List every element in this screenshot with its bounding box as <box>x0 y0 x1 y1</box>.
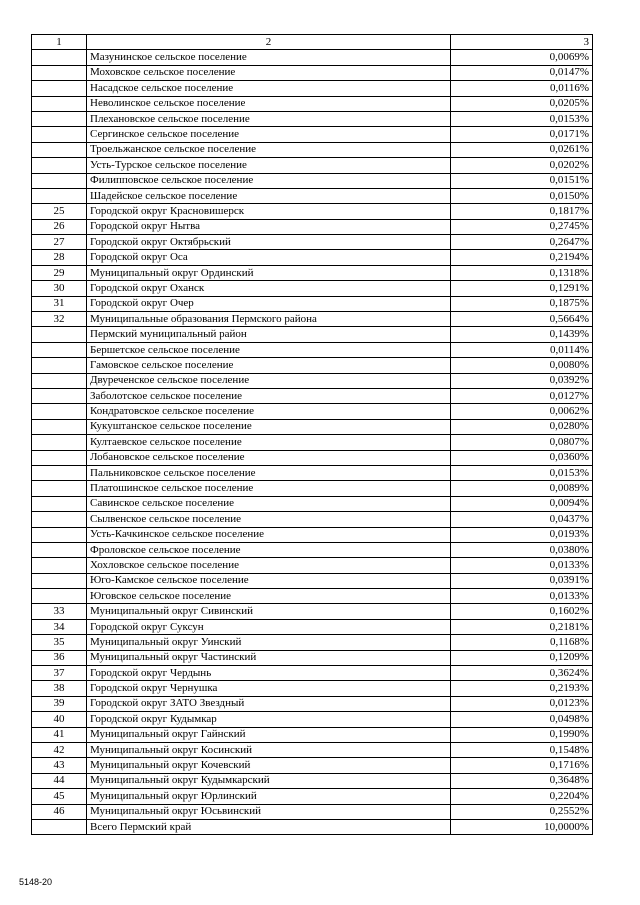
row-number-cell: 37 <box>32 666 87 681</box>
municipality-name-cell: Гамовское сельское поселение <box>87 358 451 373</box>
table-row <box>32 589 593 604</box>
row-number-cell <box>32 388 87 403</box>
share-value-cell: 0,0133% <box>451 589 593 604</box>
table-row <box>32 558 593 573</box>
share-value-cell: 0,0153% <box>451 111 593 126</box>
table-row <box>32 496 593 511</box>
row-number-cell: 31 <box>32 296 87 311</box>
row-number-cell <box>32 50 87 65</box>
table-row <box>32 712 593 727</box>
row-number-cell <box>32 358 87 373</box>
row-number-cell <box>32 527 87 542</box>
municipality-name-cell: Троельжанское сельское поселение <box>87 142 451 157</box>
table-header-row <box>32 35 593 50</box>
row-number-cell <box>32 142 87 157</box>
table-body <box>32 50 593 835</box>
share-value-cell: 0,0807% <box>451 435 593 450</box>
row-number-cell <box>32 558 87 573</box>
municipality-name-cell: Городской округ Нытва <box>87 219 451 234</box>
header-col-3: 3 <box>451 35 593 50</box>
table-row <box>32 604 593 619</box>
header-col-1: 1 <box>32 35 87 50</box>
share-value-cell: 0,0498% <box>451 712 593 727</box>
row-number-cell: 40 <box>32 712 87 727</box>
share-value-cell: 0,1548% <box>451 742 593 757</box>
row-number-cell <box>32 419 87 434</box>
row-number-cell: 30 <box>32 281 87 296</box>
share-value-cell: 0,0127% <box>451 388 593 403</box>
table-row <box>32 50 593 65</box>
table-row <box>32 666 593 681</box>
row-number-cell: 45 <box>32 789 87 804</box>
row-number-cell: 42 <box>32 742 87 757</box>
municipality-name-cell: Муниципальный округ Юсьвинский <box>87 804 451 819</box>
table-row <box>32 635 593 650</box>
row-number-cell <box>32 589 87 604</box>
row-number-cell <box>32 435 87 450</box>
municipality-name-cell: Юговское сельское поселение <box>87 589 451 604</box>
row-number-cell <box>32 373 87 388</box>
table-row <box>32 373 593 388</box>
municipality-name-cell: Муниципальный округ Уинский <box>87 635 451 650</box>
row-number-cell <box>32 111 87 126</box>
municipality-name-cell: Усть-Качкинское сельское поселение <box>87 527 451 542</box>
municipality-name-cell: Муниципальный округ Частинский <box>87 650 451 665</box>
table-row <box>32 327 593 342</box>
municipality-name-cell: Муниципальный округ Гайнский <box>87 727 451 742</box>
share-value-cell: 0,0089% <box>451 481 593 496</box>
share-value-cell: 0,1168% <box>451 635 593 650</box>
row-number-cell <box>32 127 87 142</box>
table-row <box>32 619 593 634</box>
share-value-cell: 0,0280% <box>451 419 593 434</box>
row-number-cell <box>32 404 87 419</box>
municipality-name-cell: Муниципальный округ Сивинский <box>87 604 451 619</box>
row-number-cell: 44 <box>32 773 87 788</box>
share-value-cell: 0,0437% <box>451 512 593 527</box>
municipality-name-cell: Кондратовское сельское поселение <box>87 404 451 419</box>
municipality-name-cell: Городской округ Кудымкар <box>87 712 451 727</box>
municipality-name-cell: Городской округ Оханск <box>87 281 451 296</box>
table-row <box>32 388 593 403</box>
row-number-cell <box>32 481 87 496</box>
municipality-name-cell: Култаевское сельское поселение <box>87 435 451 450</box>
table-row <box>32 142 593 157</box>
row-number-cell <box>32 512 87 527</box>
row-number-cell <box>32 158 87 173</box>
municipality-name-cell: Платошинское сельское поселение <box>87 481 451 496</box>
row-number-cell <box>32 819 87 834</box>
share-value-cell: 0,1209% <box>451 650 593 665</box>
municipality-name-cell: Городской округ Оса <box>87 250 451 265</box>
share-value-cell: 0,0193% <box>451 527 593 542</box>
share-value-cell: 0,0360% <box>451 450 593 465</box>
row-number-cell <box>32 96 87 111</box>
row-number-cell: 43 <box>32 758 87 773</box>
municipality-name-cell: Савинское сельское поселение <box>87 496 451 511</box>
municipality-name-cell: Городской округ ЗАТО Звездный <box>87 696 451 711</box>
municipality-name-cell: Муниципальные образования Пермского района <box>87 312 451 327</box>
row-number-cell: 28 <box>32 250 87 265</box>
table-row <box>32 296 593 311</box>
table-row <box>32 789 593 804</box>
share-value-cell: 0,0147% <box>451 65 593 80</box>
municipality-name-cell: Моховское сельское поселение <box>87 65 451 80</box>
share-value-cell: 0,2552% <box>451 804 593 819</box>
municipality-name-cell: Заболотское сельское поселение <box>87 388 451 403</box>
share-value-cell: 0,1291% <box>451 281 593 296</box>
table-row <box>32 127 593 142</box>
share-value-cell: 0,2193% <box>451 681 593 696</box>
municipality-name-cell: Фроловское сельское поселение <box>87 542 451 557</box>
row-number-cell: 41 <box>32 727 87 742</box>
municipality-name-cell: Городской округ Очер <box>87 296 451 311</box>
share-value-cell: 0,0069% <box>451 50 593 65</box>
municipality-name-cell: Городской округ Суксун <box>87 619 451 634</box>
share-value-cell: 0,0151% <box>451 173 593 188</box>
municipality-name-cell: Филипповское сельское поселение <box>87 173 451 188</box>
table-row <box>32 758 593 773</box>
share-value-cell: 0,1990% <box>451 727 593 742</box>
municipality-name-cell: Пальниковское сельское поселение <box>87 465 451 480</box>
table-row <box>32 188 593 203</box>
municipality-name-cell: Пермский муниципальный район <box>87 327 451 342</box>
municipality-name-cell: Хохловское сельское поселение <box>87 558 451 573</box>
table-row <box>32 235 593 250</box>
table-row <box>32 419 593 434</box>
row-number-cell <box>32 496 87 511</box>
table-row <box>32 204 593 219</box>
row-number-cell: 34 <box>32 619 87 634</box>
municipality-name-cell: Шадейское сельское поселение <box>87 188 451 203</box>
share-value-cell: 0,0392% <box>451 373 593 388</box>
share-value-cell: 0,0080% <box>451 358 593 373</box>
share-value-cell: 0,0114% <box>451 342 593 357</box>
share-value-cell: 0,2647% <box>451 235 593 250</box>
header-col-2: 2 <box>87 35 451 50</box>
municipality-name-cell: Муниципальный округ Кочевский <box>87 758 451 773</box>
share-value-cell: 0,0133% <box>451 558 593 573</box>
table-row <box>32 158 593 173</box>
municipality-name-cell: Плехановское сельское поселение <box>87 111 451 126</box>
table-row <box>32 219 593 234</box>
share-value-cell: 0,0116% <box>451 81 593 96</box>
row-number-cell <box>32 188 87 203</box>
table-row <box>32 573 593 588</box>
table-row <box>32 742 593 757</box>
share-value-cell: 0,1439% <box>451 327 593 342</box>
row-number-cell: 39 <box>32 696 87 711</box>
row-number-cell: 27 <box>32 235 87 250</box>
row-number-cell <box>32 342 87 357</box>
municipality-name-cell: Муниципальный округ Косинский <box>87 742 451 757</box>
table-row <box>32 96 593 111</box>
row-number-cell <box>32 327 87 342</box>
share-value-cell: 0,0094% <box>451 496 593 511</box>
row-number-cell: 38 <box>32 681 87 696</box>
municipality-name-cell: Мазунинское сельское поселение <box>87 50 451 65</box>
table-row <box>32 650 593 665</box>
share-value-cell: 0,0380% <box>451 542 593 557</box>
row-number-cell <box>32 465 87 480</box>
table-row <box>32 681 593 696</box>
municipality-name-cell: Неволинское сельское поселение <box>87 96 451 111</box>
row-number-cell <box>32 450 87 465</box>
share-value-cell: 0,2745% <box>451 219 593 234</box>
table-row <box>32 342 593 357</box>
municipality-name-cell: Городской округ Чердынь <box>87 666 451 681</box>
row-number-cell <box>32 65 87 80</box>
municipality-name-cell: Сылвенское сельское поселение <box>87 512 451 527</box>
table-row <box>32 81 593 96</box>
municipality-name-cell: Лобановское сельское поселение <box>87 450 451 465</box>
table-row <box>32 696 593 711</box>
municipality-name-cell: Усть-Турское сельское поселение <box>87 158 451 173</box>
row-number-cell: 33 <box>32 604 87 619</box>
share-value-cell: 0,1318% <box>451 265 593 280</box>
row-number-cell <box>32 81 87 96</box>
share-value-cell: 0,0123% <box>451 696 593 711</box>
share-value-cell: 0,0202% <box>451 158 593 173</box>
table-row <box>32 265 593 280</box>
row-number-cell: 36 <box>32 650 87 665</box>
table-row <box>32 819 593 834</box>
row-number-cell: 32 <box>32 312 87 327</box>
share-value-cell: 0,2194% <box>451 250 593 265</box>
table-row <box>32 404 593 419</box>
table-row <box>32 804 593 819</box>
share-value-cell: 0,2204% <box>451 789 593 804</box>
table-row <box>32 358 593 373</box>
row-number-cell <box>32 573 87 588</box>
row-number-cell: 25 <box>32 204 87 219</box>
row-number-cell <box>32 542 87 557</box>
share-value-cell: 0,2181% <box>451 619 593 634</box>
municipality-name-cell: Юго-Камское сельское поселение <box>87 573 451 588</box>
table-row <box>32 773 593 788</box>
table-row <box>32 542 593 557</box>
share-value-cell: 0,0062% <box>451 404 593 419</box>
municipality-name-cell: Муниципальный округ Ординский <box>87 265 451 280</box>
municipality-name-cell: Насадское сельское поселение <box>87 81 451 96</box>
row-number-cell: 26 <box>32 219 87 234</box>
table-row <box>32 250 593 265</box>
document-code: 5148-20 <box>19 877 53 887</box>
table-row <box>32 111 593 126</box>
table-row <box>32 481 593 496</box>
municipality-name-cell: Сергинское сельское поселение <box>87 127 451 142</box>
share-value-cell: 0,0205% <box>451 96 593 111</box>
share-value-cell: 10,0000% <box>451 819 593 834</box>
row-number-cell: 29 <box>32 265 87 280</box>
row-number-cell: 35 <box>32 635 87 650</box>
share-value-cell: 0,0150% <box>451 188 593 203</box>
table-row <box>32 173 593 188</box>
table-row <box>32 727 593 742</box>
share-value-cell: 0,1716% <box>451 758 593 773</box>
allocation-table <box>31 34 593 835</box>
share-value-cell: 0,1817% <box>451 204 593 219</box>
municipality-name-cell: Городской округ Чернушка <box>87 681 451 696</box>
share-value-cell: 0,3648% <box>451 773 593 788</box>
share-value-cell: 0,5664% <box>451 312 593 327</box>
table-row <box>32 512 593 527</box>
municipality-name-cell: Бершетское сельское поселение <box>87 342 451 357</box>
share-value-cell: 0,0261% <box>451 142 593 157</box>
table-row <box>32 527 593 542</box>
table-row <box>32 312 593 327</box>
table-row <box>32 450 593 465</box>
share-value-cell: 0,1602% <box>451 604 593 619</box>
table-row <box>32 435 593 450</box>
share-value-cell: 0,3624% <box>451 666 593 681</box>
municipality-name-cell: Городской округ Красновишерск <box>87 204 451 219</box>
municipality-name-cell: Муниципальный округ Юрлинский <box>87 789 451 804</box>
table-row <box>32 65 593 80</box>
municipality-name-cell: Кукуштанское сельское поселение <box>87 419 451 434</box>
municipality-name-cell: Городской округ Октябрьский <box>87 235 451 250</box>
share-value-cell: 0,0171% <box>451 127 593 142</box>
municipality-name-cell: Всего Пермский край <box>87 819 451 834</box>
row-number-cell: 46 <box>32 804 87 819</box>
row-number-cell <box>32 173 87 188</box>
share-value-cell: 0,0153% <box>451 465 593 480</box>
share-value-cell: 0,0391% <box>451 573 593 588</box>
table-row <box>32 465 593 480</box>
share-value-cell: 0,1875% <box>451 296 593 311</box>
municipality-name-cell: Муниципальный округ Кудымкарский <box>87 773 451 788</box>
municipality-name-cell: Двуреченское сельское поселение <box>87 373 451 388</box>
table-row <box>32 281 593 296</box>
